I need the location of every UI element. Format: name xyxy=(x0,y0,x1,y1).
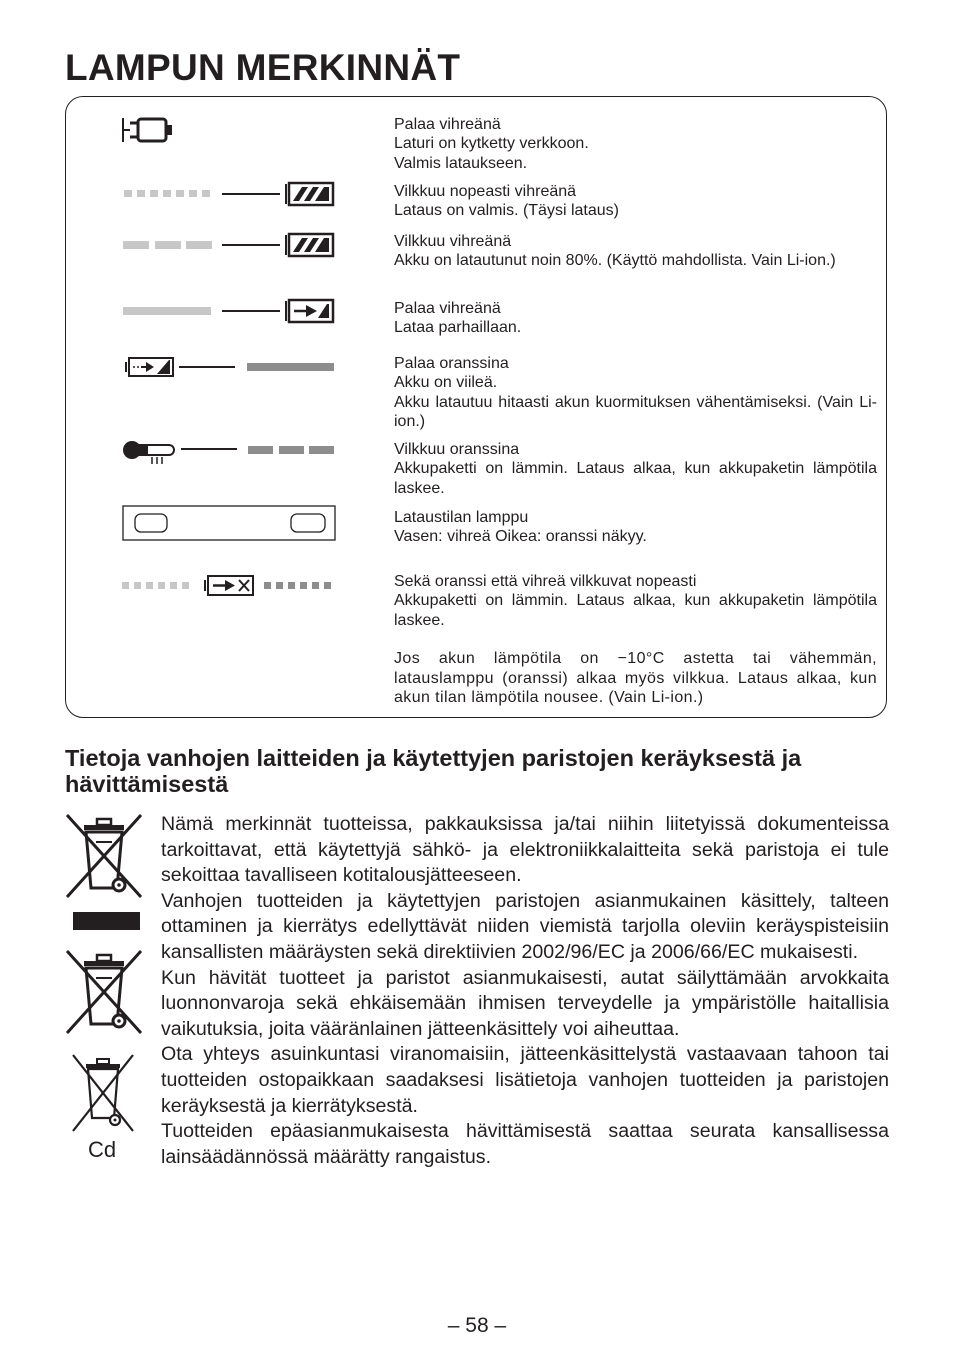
page-number: – 58 – xyxy=(447,1314,507,1337)
paragraph: Vanhojen tuotteiden ja käytettyjen paristojen asianmukainen käsittely, talteen ottaminen ja kierrätys edellyttävät niiden viemistä tarjolla oleviin keräyspisteisiin kansallisten määräysten sekä direktiivien 2002/96/EC ja 2006/66/EC mukaisesti. xyxy=(161,889,889,963)
disposal-heading: Tietoja vanhojen laitteiden ja käytettyjen paristojen keräyksestä ja hävittämisestä xyxy=(65,745,802,797)
thermometer-warm-icon xyxy=(122,436,337,468)
crossed-out-bin-icon xyxy=(64,948,144,1036)
crossed-out-bin-icon xyxy=(64,812,144,900)
crossed-out-bin-cd-icon xyxy=(70,1052,136,1134)
paragraph: Tuotteiden epäasianmukaisesta hävittämisestä saattaa seurata kansallisessa lainsäädännössä määrätty rangaistus. xyxy=(161,1120,889,1168)
row-3-text: Vilkkuu vihreänä Akku on latautunut noin 80%. (Käyttö mahdollista. Vain Li-ion.) xyxy=(394,233,836,270)
charger-plug-icon xyxy=(120,114,176,146)
disposal-body xyxy=(161,812,889,1170)
cd-label: Cd xyxy=(88,1137,117,1162)
row-7-text: Lataustilan lamppu Vasen: vihreä Oikea: oranssi näkyy. xyxy=(394,509,647,546)
row-6-text: Vilkkuu oranssina Akkupaketti on lämmin. Lataus alkaa, kun akkupaketin lämpötila laskee. xyxy=(394,441,877,497)
row-8-text: Sekä oranssi että vihreä vilkkuvat nopeasti Akkupaketti on lämmin. Lataus alkaa, kun akkupaketin lämpötila laskee. Jos akun lämpötila on −10°C astetta tai vähemmän, latauslamppu (oranssi) alkaa myös vilkkua. Lataus alkaa, kun akun tilan lämpötila nousee. (Vain Li-ion.) xyxy=(394,573,877,707)
page-title: LAMPUN MERKINNÄT xyxy=(65,47,461,88)
row-2-text: Vilkkuu nopeasti vihreänä Lataus on valmis. (Täysi lataus) xyxy=(394,183,619,220)
row-1-text: Palaa vihreänä Laturi on kytketty verkkoon. Valmis lataukseen. xyxy=(394,116,589,172)
battery-charging-steady-icon xyxy=(122,297,337,325)
battery-error-icon xyxy=(120,572,340,600)
paragraph: Kun hävität tuotteet ja paristot asianmukaisesti, autat säilyttämään arvokkaita luonnonvaroja sekä ehkäisemään ihmisen terveydelle ja ympäristölle haitallisia vaikutuksia, joita vääränlainen jätteenkäsittely voi aiheuttaa. xyxy=(161,966,889,1040)
battery-full-blink-icon xyxy=(122,231,337,259)
paragraph: Ota yhteys asuinkuntasi viranomaisiin, jätteenkäsittelystä vastaavaan tahoon tai tuotteiden ostopaikkaan saadaksesi lisätietoja vanhojen tuotteiden ja paristojen keräyksestä ja kierrätyksestä. xyxy=(161,1043,889,1117)
charge-status-lamp-icon xyxy=(122,505,338,543)
battery-cold-icon xyxy=(122,353,337,381)
row-4-text: Palaa vihreänä Lataa parhaillaan. xyxy=(394,300,522,337)
battery-full-fast-blink-icon xyxy=(122,180,337,208)
row-5-text: Palaa oranssina Akku on viileä. Akku latautuu hitaasti akun kuormituksen vähentämiseksi. (Vain Li-ion.) xyxy=(394,355,877,431)
paragraph: Nämä merkinnät tuotteissa, pakkauksissa ja/tai niihin liitetyissä dokumenteissa tarkoittavat, että käytettyjä sähkö- ja elektroniikkalaitteita sekä paristoja ei tule sekoittaa tavalliseen kotitalousjätteeseen. xyxy=(161,813,889,887)
solid-bar-icon xyxy=(73,912,140,930)
